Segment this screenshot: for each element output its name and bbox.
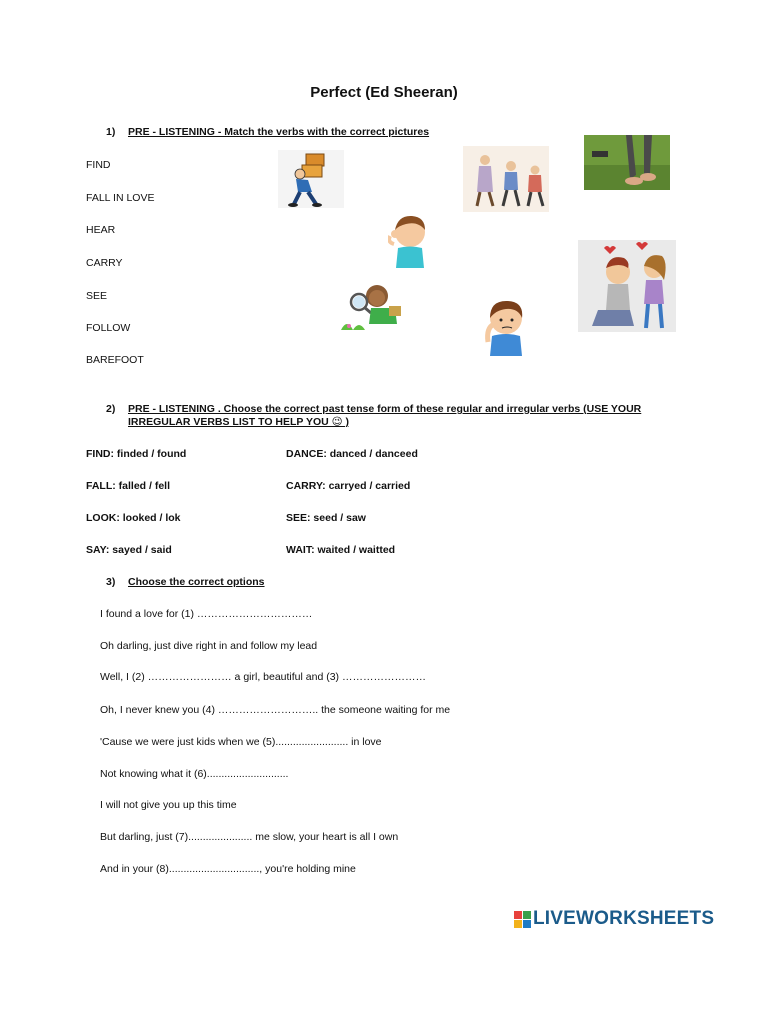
- liveworksheets-logo[interactable]: [514, 908, 714, 930]
- lyric-line-4: Oh, I never knew you (4) ……………………….. the someone waiting for me: [100, 704, 451, 716]
- logo-mark-icon: [514, 911, 531, 928]
- logo-square-4: [523, 920, 531, 928]
- logo-square-1: [514, 911, 522, 919]
- verb-see: SEE: [86, 290, 108, 302]
- section-2-title-line-2: IRREGULAR VERBS LIST TO HELP YOU 😉 ): [128, 416, 349, 428]
- section-3-title: Choose the correct options: [128, 576, 265, 588]
- verb-fall-in-love: FALL IN LOVE: [86, 192, 155, 204]
- verb-choice-find: FIND: finded / found: [86, 448, 187, 460]
- lyric-line-3: Well, I (2) …………………… a girl, beautiful and (3) ……………………: [100, 671, 426, 683]
- logo-square-2: [523, 911, 531, 919]
- picture-follow: [463, 146, 549, 212]
- verb-carry: CARRY: [86, 257, 123, 269]
- picture-barefoot: [584, 135, 670, 190]
- lyric-line-7: I will not give you up this time: [100, 799, 237, 811]
- lyric-line-8: But darling, just (7)...................... me slow, your heart is all I own: [100, 831, 399, 843]
- verb-find: FIND: [86, 159, 111, 171]
- picture-carry: [278, 150, 344, 208]
- lyric-line-2: Oh darling, just dive right in and follow my lead: [100, 640, 318, 652]
- verb-choice-fall: FALL: falled / fell: [86, 480, 171, 492]
- verb-follow: FOLLOW: [86, 322, 131, 334]
- lyric-line-5: 'Cause we were just kids when we (5)......................... in love: [100, 736, 382, 748]
- section-1-title: PRE - LISTENING - Match the verbs with the correct pictures: [128, 126, 430, 138]
- logo-text: LIVEWORKSHEETS: [533, 908, 715, 929]
- verb-barefoot: BAREFOOT: [86, 354, 144, 366]
- section-2-heading: [106, 403, 686, 415]
- verb-choice-look: LOOK: looked / lok: [86, 512, 181, 524]
- picture-see: [337, 280, 407, 334]
- section-3-number: 3): [106, 576, 116, 588]
- verb-choice-carry: CARRY: carryed / carried: [286, 480, 411, 492]
- section-1-heading: [106, 126, 429, 138]
- picture-hear: [388, 212, 430, 268]
- section-1-number: 1): [106, 126, 116, 138]
- picture-find: [482, 298, 528, 356]
- lyric-line-6: Not knowing what it (6)............................: [100, 768, 289, 780]
- section-2-heading-line-2: [128, 416, 349, 428]
- verb-choice-say: SAY: sayed / said: [86, 544, 172, 556]
- page-title: Perfect (Ed Sheeran): [310, 84, 458, 101]
- logo-square-3: [514, 920, 522, 928]
- verb-choice-wait: WAIT: waited / waitted: [286, 544, 396, 556]
- section-2-title-line-1: PRE - LISTENING . Choose the correct past tense form of these regular and irregular verbs (USE YOUR: [128, 403, 642, 415]
- verb-choice-dance: DANCE: danced / danceed: [286, 448, 418, 460]
- verb-hear: HEAR: [86, 224, 116, 236]
- verb-choice-see: SEE: seed / saw: [286, 512, 366, 524]
- lyric-line-9: And in your (8)..............................., you're holding mine: [100, 863, 356, 875]
- section-2-number: 2): [106, 403, 116, 415]
- lyric-line-1: I found a love for (1) ……………………………: [100, 608, 313, 620]
- section-3-heading: [106, 576, 265, 588]
- picture-fall-in-love: [578, 240, 676, 332]
